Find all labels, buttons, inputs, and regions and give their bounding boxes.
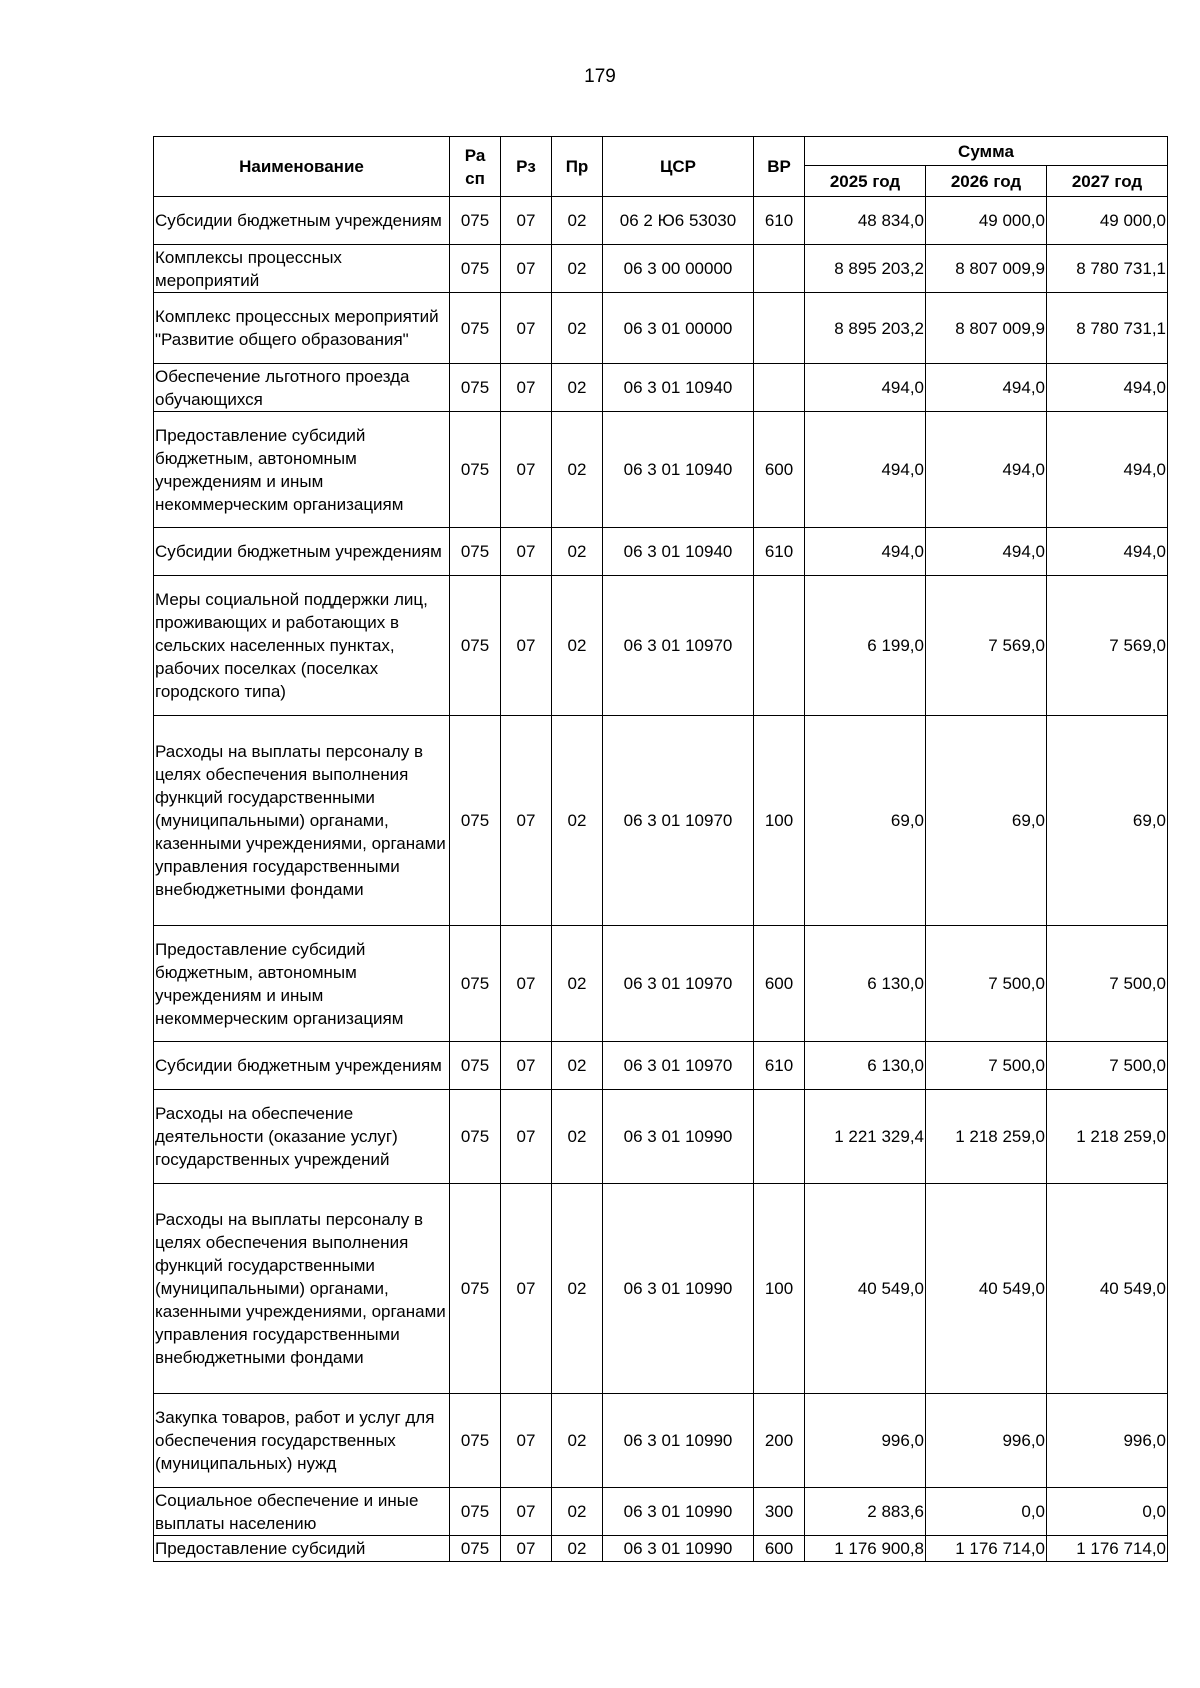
row-csr: 06 3 01 10970 [603,926,754,1042]
row-vr [754,576,805,716]
row-rz: 07 [501,1394,552,1488]
header-rasp [450,137,501,197]
row-sum-2025: 494,0 [805,412,926,528]
header-2025: 2025 год [805,166,926,197]
row-rasp: 075 [450,1042,501,1090]
row-sum-2026: 49 000,0 [926,197,1047,245]
row-name: Расходы на выплаты персоналу в целях обеспечения выполнения функций государственными (муниципальными) органами, казенными учреждениями, органами управления государственными внебюджетными фондами [154,1184,450,1394]
budget-table [153,136,1168,1562]
row-sum-2027: 1 176 714,0 [1047,1536,1168,1562]
row-rz: 07 [501,716,552,926]
row-pr: 02 [552,245,603,293]
header-rz: Рз [501,137,552,197]
row-sum-2026: 494,0 [926,528,1047,576]
table-row [154,1536,1168,1562]
row-name: Предоставление субсидий бюджетным, автономным учреждениям и иным некоммерческим организациям [154,412,450,528]
row-name: Расходы на обеспечение деятельности (оказание услуг) государственных учреждений [154,1090,450,1184]
table-row [154,576,1168,716]
header-2027: 2027 год [1047,166,1168,197]
row-vr: 200 [754,1394,805,1488]
row-pr: 02 [552,364,603,412]
table-row [154,1488,1168,1536]
row-sum-2027: 0,0 [1047,1488,1168,1536]
row-csr: 06 3 01 00000 [603,293,754,364]
row-csr: 06 3 01 10990 [603,1394,754,1488]
row-csr: 06 2 Ю6 53030 [603,197,754,245]
table-row [154,197,1168,245]
row-name: Комплекс процессных мероприятий "Развитие общего образования" [154,293,450,364]
row-sum-2025: 8 895 203,2 [805,245,926,293]
row-sum-2026: 8 807 009,9 [926,293,1047,364]
row-csr: 06 3 01 10970 [603,576,754,716]
row-sum-2026: 69,0 [926,716,1047,926]
table-row [154,1042,1168,1090]
row-rz: 07 [501,197,552,245]
row-sum-2025: 8 895 203,2 [805,293,926,364]
row-vr: 600 [754,1536,805,1562]
row-csr: 06 3 01 10940 [603,364,754,412]
row-sum-2025: 996,0 [805,1394,926,1488]
row-sum-2025: 6 199,0 [805,576,926,716]
row-rasp: 075 [450,528,501,576]
row-rz: 07 [501,1090,552,1184]
row-sum-2026: 1 176 714,0 [926,1536,1047,1562]
row-vr: 610 [754,1042,805,1090]
table-row [154,245,1168,293]
row-vr [754,364,805,412]
row-vr: 100 [754,716,805,926]
row-csr: 06 3 01 10990 [603,1536,754,1562]
row-sum-2027: 996,0 [1047,1394,1168,1488]
row-sum-2027: 8 780 731,1 [1047,293,1168,364]
page-number: 179 [584,66,616,87]
row-sum-2025: 2 883,6 [805,1488,926,1536]
row-vr: 100 [754,1184,805,1394]
row-sum-2025: 40 549,0 [805,1184,926,1394]
header-summa: Сумма [805,137,1168,166]
row-name: Субсидии бюджетным учреждениям [154,197,450,245]
row-rz: 07 [501,364,552,412]
table-row [154,1394,1168,1488]
header-csr: ЦСР [603,137,754,197]
row-sum-2027: 8 780 731,1 [1047,245,1168,293]
table-row [154,528,1168,576]
table-body [154,197,1168,1562]
row-rasp: 075 [450,1184,501,1394]
row-sum-2026: 40 549,0 [926,1184,1047,1394]
row-sum-2027: 494,0 [1047,528,1168,576]
row-rz: 07 [501,1042,552,1090]
header-rasp-line1: Ра [464,145,486,165]
row-vr [754,245,805,293]
row-name: Субсидии бюджетным учреждениям [154,1042,450,1090]
row-rz: 07 [501,412,552,528]
row-rz: 07 [501,926,552,1042]
row-pr: 02 [552,926,603,1042]
row-rz: 07 [501,576,552,716]
row-pr: 02 [552,1536,603,1562]
row-pr: 02 [552,1090,603,1184]
row-sum-2026: 7 500,0 [926,926,1047,1042]
table-row [154,293,1168,364]
row-vr: 600 [754,412,805,528]
row-sum-2027: 1 218 259,0 [1047,1090,1168,1184]
header-pr: Пр [552,137,603,197]
row-sum-2026: 494,0 [926,364,1047,412]
row-pr: 02 [552,716,603,926]
row-name: Расходы на выплаты персоналу в целях обеспечения выполнения функций государственными (муниципальными) органами, казенными учреждениями, органами управления государственными внебюджетными фондами [154,716,450,926]
row-csr: 06 3 01 10970 [603,1042,754,1090]
row-sum-2026: 8 807 009,9 [926,245,1047,293]
row-sum-2025: 494,0 [805,364,926,412]
row-sum-2025: 1 221 329,4 [805,1090,926,1184]
table-row [154,364,1168,412]
row-name: Закупка товаров, работ и услуг для обеспечения государственных (муниципальных) нужд [154,1394,450,1488]
row-rasp: 075 [450,197,501,245]
row-rasp: 075 [450,926,501,1042]
header-vr: ВР [754,137,805,197]
row-sum-2025: 69,0 [805,716,926,926]
row-sum-2025: 48 834,0 [805,197,926,245]
row-name: Предоставление субсидий [154,1536,450,1562]
row-csr: 06 3 01 10990 [603,1488,754,1536]
row-pr: 02 [552,576,603,716]
row-rasp: 075 [450,1394,501,1488]
row-rasp: 075 [450,412,501,528]
row-sum-2026: 1 218 259,0 [926,1090,1047,1184]
row-csr: 06 3 00 00000 [603,245,754,293]
row-sum-2027: 7 569,0 [1047,576,1168,716]
row-name: Меры социальной поддержки лиц, проживающих и работающих в сельских населенных пунктах, рабочих поселках (поселках городского типа) [154,576,450,716]
row-rasp: 075 [450,1536,501,1562]
row-csr: 06 3 01 10990 [603,1184,754,1394]
row-vr: 610 [754,197,805,245]
row-sum-2026: 494,0 [926,412,1047,528]
row-rasp: 075 [450,576,501,716]
row-name: Обеспечение льготного проезда обучающихся [154,364,450,412]
table-row [154,1184,1168,1394]
row-sum-2025: 494,0 [805,528,926,576]
row-rz: 07 [501,1536,552,1562]
row-rz: 07 [501,1184,552,1394]
row-sum-2025: 6 130,0 [805,926,926,1042]
row-sum-2026: 996,0 [926,1394,1047,1488]
row-pr: 02 [552,1042,603,1090]
row-pr: 02 [552,293,603,364]
row-name: Комплексы процессных мероприятий [154,245,450,293]
row-csr: 06 3 01 10940 [603,528,754,576]
row-rz: 07 [501,1488,552,1536]
row-rz: 07 [501,245,552,293]
row-sum-2026: 0,0 [926,1488,1047,1536]
header-rasp-line2: сп [465,168,485,188]
row-pr: 02 [552,1184,603,1394]
row-vr: 610 [754,528,805,576]
row-pr: 02 [552,1488,603,1536]
table-row [154,926,1168,1042]
row-sum-2026: 7 569,0 [926,576,1047,716]
row-sum-2025: 1 176 900,8 [805,1536,926,1562]
row-sum-2027: 49 000,0 [1047,197,1168,245]
row-rz: 07 [501,528,552,576]
row-rasp: 075 [450,716,501,926]
row-pr: 02 [552,1394,603,1488]
table-row [154,716,1168,926]
row-name: Социальное обеспечение и иные выплаты населению [154,1488,450,1536]
row-name: Предоставление субсидий бюджетным, автономным учреждениям и иным некоммерческим организациям [154,926,450,1042]
row-sum-2027: 494,0 [1047,412,1168,528]
row-rasp: 075 [450,245,501,293]
row-csr: 06 3 01 10970 [603,716,754,926]
row-vr [754,1090,805,1184]
row-vr: 300 [754,1488,805,1536]
row-vr: 600 [754,926,805,1042]
header-name: Наименование [154,137,450,197]
row-rz: 07 [501,293,552,364]
table-row [154,412,1168,528]
row-sum-2027: 494,0 [1047,364,1168,412]
row-vr [754,293,805,364]
row-rasp: 075 [450,1488,501,1536]
row-name: Субсидии бюджетным учреждениям [154,528,450,576]
row-sum-2027: 69,0 [1047,716,1168,926]
header-2026: 2026 год [926,166,1047,197]
row-sum-2025: 6 130,0 [805,1042,926,1090]
row-csr: 06 3 01 10940 [603,412,754,528]
row-sum-2027: 7 500,0 [1047,926,1168,1042]
row-sum-2027: 7 500,0 [1047,1042,1168,1090]
row-csr: 06 3 01 10990 [603,1090,754,1184]
row-pr: 02 [552,197,603,245]
row-rasp: 075 [450,1090,501,1184]
row-sum-2027: 40 549,0 [1047,1184,1168,1394]
row-pr: 02 [552,412,603,528]
row-rasp: 075 [450,364,501,412]
row-pr: 02 [552,528,603,576]
table-row [154,1090,1168,1184]
row-sum-2026: 7 500,0 [926,1042,1047,1090]
row-rasp: 075 [450,293,501,364]
